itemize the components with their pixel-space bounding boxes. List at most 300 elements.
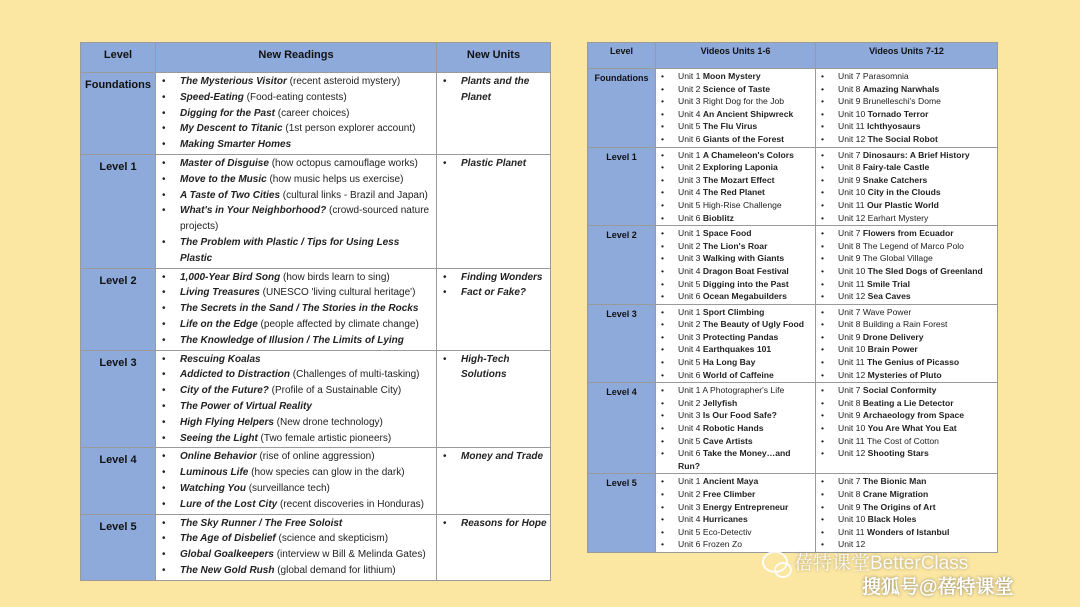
video-title: Brain Power xyxy=(867,344,918,355)
reading-item xyxy=(180,481,434,497)
video-title: The Legend of Marco Polo xyxy=(862,240,964,251)
video-item xyxy=(838,265,995,278)
video-item xyxy=(678,149,813,162)
video-item xyxy=(838,397,995,410)
header-level: Level xyxy=(588,43,656,69)
video-unit-number: Unit 3 xyxy=(678,174,701,185)
video-item xyxy=(678,501,813,514)
video-unit-number: Unit 4 xyxy=(678,265,701,276)
video-title: Ichthyosaurs xyxy=(866,121,921,132)
level-cell: Level 2 xyxy=(81,268,156,350)
video-item xyxy=(678,369,813,382)
video-item xyxy=(678,447,813,472)
videos-table xyxy=(587,42,998,553)
reading-title: Global Goalkeepers xyxy=(180,549,274,561)
video-unit-number: Unit 1 xyxy=(678,71,701,81)
video-item xyxy=(678,422,813,435)
table-row xyxy=(81,350,551,448)
video-title: Beating a Lie Detector xyxy=(862,397,954,408)
video-unit-number: Unit 9 xyxy=(838,96,861,107)
reading-item xyxy=(180,317,434,333)
video-item xyxy=(838,212,995,225)
reading-note: (1st person explorer account) xyxy=(282,123,416,135)
video-item xyxy=(678,488,813,501)
video-item xyxy=(838,120,995,133)
video-units-cell xyxy=(656,474,816,553)
reading-title: High Flying Helpers xyxy=(180,416,274,428)
reading-note: (how music helps us exercise) xyxy=(266,173,404,185)
reading-title: My Descent to Titanic xyxy=(180,123,283,135)
video-unit-number: Unit 8 xyxy=(838,162,861,173)
video-item xyxy=(838,447,995,460)
video-item xyxy=(678,384,813,397)
video-title: Snake Catchers xyxy=(862,174,928,185)
video-item xyxy=(838,227,995,240)
readings-list xyxy=(156,515,436,580)
video-list xyxy=(656,305,815,383)
video-list xyxy=(656,383,815,473)
video-title: Earthquakes 101 xyxy=(702,344,772,355)
video-item xyxy=(838,343,995,356)
unit-title: High-Tech Solutions xyxy=(461,353,510,381)
video-title: An Ancient Shipwreck xyxy=(702,108,794,119)
video-unit-number: Unit 8 xyxy=(838,489,861,499)
video-item xyxy=(678,174,813,187)
video-title: The Beauty of Ugly Food xyxy=(702,319,805,330)
table-row xyxy=(588,304,998,383)
readings-list xyxy=(156,73,436,154)
video-units-cell xyxy=(816,226,998,305)
reading-title: Move to the Music xyxy=(180,173,267,185)
video-unit-number: Unit 8 xyxy=(838,240,861,251)
reading-note: (interview w Bill & Melinda Gates) xyxy=(273,549,426,561)
video-title: Mysteries of Pluto xyxy=(867,369,942,380)
header-videos-units-7-12: Videos Units 7-12 xyxy=(816,43,998,69)
watermark-brand-text: 蓓特课堂BetterClass xyxy=(794,553,969,574)
video-unit-number: Unit 7 xyxy=(838,71,861,81)
video-unit-number: Unit 11 xyxy=(838,526,865,537)
units-list xyxy=(437,351,550,385)
video-item xyxy=(678,120,813,133)
video-title: Wave Power xyxy=(862,306,912,317)
video-item xyxy=(678,290,813,303)
video-title: Drone Delivery xyxy=(862,331,924,342)
reading-title: Online Behavior xyxy=(180,451,257,463)
level-cell: Level 5 xyxy=(81,514,156,580)
reading-title: The New Gold Rush xyxy=(180,564,275,576)
level-cell: Level 3 xyxy=(81,350,156,448)
video-item xyxy=(838,488,995,501)
video-title: A Photographer's Life xyxy=(702,385,785,396)
video-unit-number: Unit 3 xyxy=(678,410,701,421)
table-row xyxy=(81,268,551,350)
video-item xyxy=(838,369,995,382)
readings-cell xyxy=(156,154,437,268)
video-unit-number: Unit 5 xyxy=(678,526,701,537)
reading-title: Life on the Edge xyxy=(180,318,258,330)
video-unit-number: Unit 12 xyxy=(838,133,866,144)
video-unit-number: Unit 12 xyxy=(838,369,866,380)
reading-note: (Profile of a Sustainable City) xyxy=(268,385,402,397)
unit-title: Finding Wonders xyxy=(461,271,543,283)
video-unit-number: Unit 1 xyxy=(678,385,701,396)
video-title: Ha Long Bay xyxy=(702,357,756,368)
reading-title: What's in Your Neighborhood? xyxy=(180,205,327,217)
video-units-cell xyxy=(816,383,998,474)
video-units-cell xyxy=(816,147,998,226)
table-row xyxy=(81,73,551,155)
reading-note: (UNESCO 'living cultural heritage') xyxy=(259,287,416,299)
video-item xyxy=(678,227,813,240)
video-title: Space Food xyxy=(702,228,752,239)
video-unit-number: Unit 11 xyxy=(838,278,865,289)
reading-item xyxy=(180,188,434,204)
reading-note: (cultural links - Brazil and Japan) xyxy=(280,189,428,201)
video-title: The Sled Dogs of Greenland xyxy=(867,265,983,276)
video-item xyxy=(838,318,995,331)
table-row xyxy=(588,147,998,226)
video-list xyxy=(656,226,815,304)
readings-list xyxy=(156,155,436,268)
video-unit-number: Unit 11 xyxy=(838,357,865,368)
video-title: Smile Trial xyxy=(866,278,910,289)
video-title: The Social Robot xyxy=(867,133,938,144)
video-unit-number: Unit 6 xyxy=(678,539,701,550)
video-unit-number: Unit 12 xyxy=(838,539,866,550)
video-unit-number: Unit 2 xyxy=(678,397,701,408)
level-cell: Level 3 xyxy=(588,304,656,383)
video-item xyxy=(678,240,813,253)
reading-note: (how birds learn to sing) xyxy=(280,271,390,283)
video-unit-number: Unit 12 xyxy=(838,291,866,302)
video-title: Social Conformity xyxy=(862,385,937,396)
reading-item xyxy=(180,531,434,547)
video-title: Right Dog for the Job xyxy=(702,96,785,107)
video-item xyxy=(678,356,813,369)
level-cell: Level 4 xyxy=(588,383,656,474)
reading-note: (New drone technology) xyxy=(273,416,383,428)
video-title: Protecting Pandas xyxy=(702,331,779,342)
video-item xyxy=(678,108,813,121)
video-title: Frozen Zo xyxy=(702,539,743,550)
video-unit-number: Unit 10 xyxy=(838,265,866,276)
video-title: Jellyfish xyxy=(702,397,738,408)
reading-note: (people affected by climate change) xyxy=(257,318,419,330)
reading-note: (recent asteroid mystery) xyxy=(286,76,401,87)
unit-title: Plastic Planet xyxy=(461,157,527,169)
reading-note: (crowd-sourced nature projects) xyxy=(180,205,430,233)
video-unit-number: Unit 1 xyxy=(678,149,701,160)
video-item xyxy=(678,161,813,174)
video-title: The Global Village xyxy=(862,253,933,264)
video-item xyxy=(678,435,813,448)
video-title: Dinosaurs: A Brief History xyxy=(862,149,970,160)
video-list xyxy=(656,474,815,552)
video-unit-number: Unit 4 xyxy=(678,108,701,119)
unit-item xyxy=(461,74,548,106)
video-title: High-Rise Challenge xyxy=(702,199,782,210)
video-item xyxy=(838,356,995,369)
units-cell xyxy=(437,350,551,448)
video-title: The Mozart Effect xyxy=(702,174,775,185)
units-cell xyxy=(437,73,551,155)
video-title: Black Holes xyxy=(867,514,917,525)
new-readings-table xyxy=(80,42,551,581)
video-title: Free Climber xyxy=(702,489,756,499)
video-title: Robotic Hands xyxy=(702,423,764,434)
video-title: Digging into the Past xyxy=(702,278,789,289)
video-title: Wonders of Istanbul xyxy=(866,526,950,537)
unit-title: Money and Trade xyxy=(461,451,544,463)
reading-title: Luminous Life xyxy=(180,467,249,479)
video-title: The Flu Virus xyxy=(702,121,758,132)
header-new-units: New Units xyxy=(437,43,551,73)
reading-title: The Problem with Plastic / Tips for Using Less Plastic xyxy=(180,236,400,264)
video-title: Take the Money…and Run? xyxy=(678,448,791,471)
video-item xyxy=(838,149,995,162)
video-title: Science of Taste xyxy=(702,83,771,94)
video-item xyxy=(678,306,813,319)
video-item xyxy=(678,409,813,422)
video-unit-number: Unit 10 xyxy=(838,187,866,198)
video-unit-number: Unit 6 xyxy=(678,133,701,144)
reading-title: Speed-Eating xyxy=(180,91,244,103)
video-unit-number: Unit 12 xyxy=(838,212,866,223)
video-item xyxy=(838,133,995,146)
video-unit-number: Unit 7 xyxy=(838,228,861,239)
video-item xyxy=(678,133,813,146)
units-list xyxy=(437,515,550,533)
video-unit-number: Unit 9 xyxy=(838,331,861,342)
units-list xyxy=(437,448,550,466)
header-level: Level xyxy=(81,43,156,73)
video-item xyxy=(838,199,995,212)
video-unit-number: Unit 9 xyxy=(838,253,861,264)
video-list xyxy=(816,383,997,461)
video-item xyxy=(838,475,995,488)
video-item xyxy=(678,212,813,225)
video-title: The Cost of Cotton xyxy=(866,435,939,446)
reading-item xyxy=(180,90,434,106)
video-title: Sport Climbing xyxy=(702,306,765,317)
units-cell xyxy=(437,154,551,268)
video-title: Eco-Detectiv xyxy=(702,526,752,537)
reading-title: Seeing the Light xyxy=(180,432,258,444)
header-videos-units-1-6: Videos Units 1-6 xyxy=(656,43,816,69)
video-units-cell xyxy=(816,69,998,148)
table-row xyxy=(588,474,998,553)
watermark-brand xyxy=(762,548,968,575)
video-title: Brunelleschi's Dome xyxy=(862,96,941,107)
video-title: Dragon Boat Festival xyxy=(702,265,789,276)
video-item xyxy=(678,331,813,344)
video-item xyxy=(838,108,995,121)
readings-list xyxy=(156,269,436,350)
level-cell: Foundations xyxy=(588,69,656,148)
video-units-cell xyxy=(656,69,816,148)
video-units-cell xyxy=(656,226,816,305)
video-title: The Bionic Man xyxy=(862,476,927,487)
video-item xyxy=(678,397,813,410)
readings-list xyxy=(156,351,436,448)
video-item xyxy=(838,422,995,435)
video-units-cell xyxy=(656,147,816,226)
units-list xyxy=(437,73,550,107)
video-item xyxy=(838,306,995,319)
unit-item xyxy=(461,270,548,286)
video-unit-number: Unit 3 xyxy=(678,501,701,512)
table-row xyxy=(588,383,998,474)
video-unit-number: Unit 5 xyxy=(678,199,701,210)
reading-item xyxy=(180,106,434,122)
reading-item xyxy=(180,203,434,235)
reading-title: The Secrets in the Sand / The Stories in the Rocks xyxy=(180,303,419,315)
video-item xyxy=(838,161,995,174)
readings-cell xyxy=(156,73,437,155)
video-title: Hurricanes xyxy=(702,514,748,525)
reading-note: (recent discoveries in Honduras) xyxy=(277,498,424,510)
unit-title: Fact or Fake? xyxy=(461,287,527,299)
video-title: Moon Mystery xyxy=(702,71,761,81)
reading-title: The Power of Virtual Reality xyxy=(180,400,312,412)
video-unit-number: Unit 7 xyxy=(838,306,861,317)
reading-note: (career choices) xyxy=(275,107,350,119)
reading-note: (global demand for lithium) xyxy=(274,564,396,576)
reading-item xyxy=(180,74,434,90)
video-unit-number: Unit 4 xyxy=(678,514,701,525)
units-list xyxy=(437,269,550,303)
video-unit-number: Unit 5 xyxy=(678,121,701,132)
video-title: Sea Caves xyxy=(867,291,911,302)
video-item xyxy=(838,95,995,108)
video-unit-number: Unit 2 xyxy=(678,319,701,330)
table-header-row xyxy=(81,43,551,73)
reading-item xyxy=(180,547,434,563)
level-cell: Level 2 xyxy=(588,226,656,305)
video-title: Archaeology from Space xyxy=(862,410,965,421)
readings-cell xyxy=(156,514,437,580)
video-title: Walking with Giants xyxy=(702,253,785,264)
video-item xyxy=(838,252,995,265)
reading-item xyxy=(180,516,434,532)
video-item xyxy=(678,70,813,83)
reading-item xyxy=(180,156,434,172)
video-item xyxy=(838,174,995,187)
reading-note: (surveillance tech) xyxy=(245,482,330,494)
reading-item xyxy=(180,465,434,481)
reading-title: Addicted to Distraction xyxy=(180,369,291,381)
video-title: Is Our Food Safe? xyxy=(702,410,777,421)
reading-note: (Two female artistic pioneers) xyxy=(257,432,392,444)
reading-title: The Age of Disbelief xyxy=(180,533,276,545)
video-title: The Red Planet xyxy=(702,187,765,198)
reading-item xyxy=(180,449,434,465)
video-title: Crane Migration xyxy=(862,489,929,499)
reading-title: The Sky Runner / The Free Soloist xyxy=(180,517,343,529)
video-unit-number: Unit 1 xyxy=(678,476,701,487)
reading-item xyxy=(180,301,434,317)
reading-note: (how species can glow in the dark) xyxy=(248,467,405,479)
video-title: Bioblitz xyxy=(702,212,734,223)
reading-title: Rescuing Koalas xyxy=(180,353,261,365)
video-title: World of Caffeine xyxy=(702,369,774,380)
video-title: Amazing Narwhals xyxy=(862,83,940,94)
video-title: Cave Artists xyxy=(702,435,753,446)
reading-title: A Taste of Two Cities xyxy=(180,189,281,201)
readings-cell xyxy=(156,448,437,514)
readings-cell xyxy=(156,268,437,350)
video-title: The Origins of Art xyxy=(862,501,936,512)
video-unit-number: Unit 2 xyxy=(678,162,701,173)
reading-title: The Mysterious Visitor xyxy=(180,76,287,87)
video-unit-number: Unit 1 xyxy=(678,228,701,239)
video-list xyxy=(816,474,997,552)
video-unit-number: Unit 6 xyxy=(678,448,701,459)
reading-item xyxy=(180,563,434,579)
video-title: Our Plastic World xyxy=(866,199,939,210)
reading-item xyxy=(180,121,434,137)
reading-item xyxy=(180,235,434,267)
reading-title: Digging for the Past xyxy=(180,107,275,119)
video-unit-number: Unit 10 xyxy=(838,344,866,355)
reading-note: (Challenges of multi-tasking) xyxy=(290,369,420,381)
video-list xyxy=(816,148,997,226)
units-cell xyxy=(437,448,551,514)
video-unit-number: Unit 7 xyxy=(838,385,861,396)
video-item xyxy=(838,278,995,291)
level-cell: Level 4 xyxy=(81,448,156,514)
wechat-icon xyxy=(762,551,788,573)
video-unit-number: Unit 2 xyxy=(678,489,701,499)
video-list xyxy=(816,305,997,383)
unit-title: Reasons for Hope xyxy=(461,517,547,529)
watermark-sohu: 搜狐号@蓓特课堂 xyxy=(862,577,1014,598)
table-row xyxy=(81,448,551,514)
video-title: Tornado Terror xyxy=(867,108,929,119)
unit-title: Plants and the Planet xyxy=(461,76,530,103)
video-unit-number: Unit 4 xyxy=(678,187,701,198)
reading-title: City of the Future? xyxy=(180,385,269,397)
level-cell: Foundations xyxy=(81,73,156,155)
video-title: A Chameleon's Colors xyxy=(702,149,794,160)
video-unit-number: Unit 11 xyxy=(838,435,865,446)
video-unit-number: Unit 3 xyxy=(678,331,701,342)
video-unit-number: Unit 8 xyxy=(838,83,861,94)
video-item xyxy=(678,526,813,539)
reading-item xyxy=(180,137,434,153)
video-unit-number: Unit 5 xyxy=(678,357,701,368)
video-title: Fairy-tale Castle xyxy=(862,162,930,173)
video-item xyxy=(678,95,813,108)
reading-note: (Food-eating contests) xyxy=(243,91,347,103)
video-unit-number: Unit 8 xyxy=(838,397,861,408)
video-item xyxy=(838,186,995,199)
video-item xyxy=(678,343,813,356)
video-item xyxy=(838,331,995,344)
reading-title: Watching You xyxy=(180,482,246,494)
units-cell xyxy=(437,268,551,350)
video-units-cell xyxy=(656,383,816,474)
video-units-cell xyxy=(656,304,816,383)
video-units-cell xyxy=(816,474,998,553)
unit-item xyxy=(461,449,548,465)
readings-cell xyxy=(156,350,437,448)
reading-note: (how octopus camouflage works) xyxy=(268,157,418,169)
video-item xyxy=(838,513,995,526)
video-unit-number: Unit 2 xyxy=(678,83,701,94)
video-title: Energy Entrepreneur xyxy=(702,501,789,512)
video-item xyxy=(678,83,813,96)
